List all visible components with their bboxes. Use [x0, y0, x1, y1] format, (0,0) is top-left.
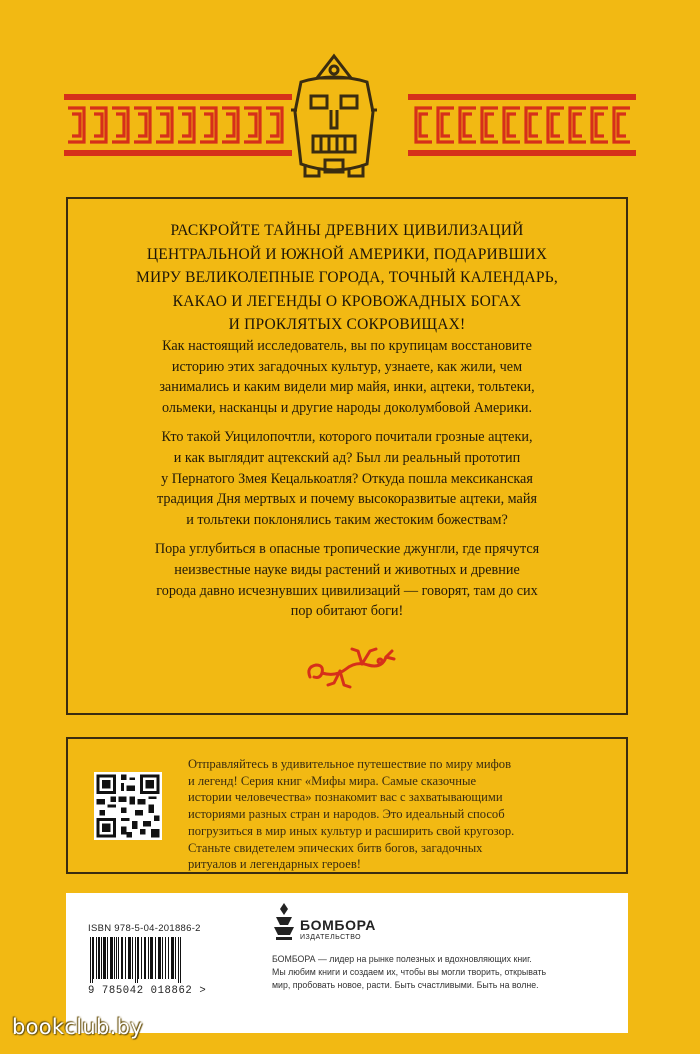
watermark: bookclub.by [12, 1015, 143, 1039]
paragraph-line: Пора углубиться в опасные тропические джунгли, где прячутся [154, 541, 540, 558]
barcode-bar [98, 937, 100, 979]
paragraph-line: ольмеки, насканцы и другие народы доколумбовой Америки. [161, 399, 533, 416]
barcode-bar [128, 937, 131, 979]
barcode-bar [92, 937, 93, 983]
barcode-bar [116, 937, 117, 979]
bombora-logo-icon [272, 901, 296, 941]
paragraph-line: неизвестные науке виды растений и животных и древние [174, 561, 520, 578]
mask-icon [287, 52, 381, 182]
paragraph-line: и как выглядит ацтекский ад? Был ли реальный прототип [173, 449, 521, 466]
headline-line: МИРУ ВЕЛИКОЛЕПНЫЕ ГОРОДА, ТОЧНЫЙ КАЛЕНДАРЬ, [136, 269, 558, 286]
series-line: и легенд! Серия книг «Мифы мира. Самые сказочные [188, 773, 477, 788]
barcode-bar [158, 937, 161, 979]
paragraph-explorer [92, 336, 602, 418]
barcode-bar [168, 937, 169, 979]
headline-line: И ПРОКЛЯТЫХ СОКРОВИЩАХ! [228, 316, 466, 333]
barcode-bar [107, 937, 108, 979]
paragraph-line: Кто такой Уицилопочтли, которого почитали грозные ацтеки, [161, 429, 533, 446]
barcode-bar [138, 937, 139, 979]
series-line: Станьте свидетелем эпических битв богов, загадочных [188, 840, 483, 855]
lizard-icon [300, 633, 400, 693]
barcode-bar [148, 937, 149, 979]
headline-line: РАСКРОЙТЕ ТАЙНЫ ДРЕВНИХ ЦИВИЛИЗАЦИЙ [170, 222, 524, 239]
publisher-name: БОМБОРА [300, 917, 376, 933]
headline-line: ЦЕНТРАЛЬНОЙ И ЮЖНОЙ АМЕРИКИ, ПОДАРИВШИХ [146, 245, 548, 263]
barcode-bar [165, 937, 166, 979]
series-line: историями разных стран и народов. Это идеальный способ [188, 807, 505, 822]
description-frame [66, 197, 628, 715]
series-info-box [66, 737, 628, 874]
series-line: Отправляйтесь в удивительное путешествие по миру мифов [188, 757, 512, 771]
barcode-bar [118, 937, 119, 979]
paragraph-line: пор обитают боги! [290, 603, 404, 620]
paragraph-line: Как настоящий исследователь, вы по крупицам восстановите [162, 338, 532, 354]
barcode-bar [178, 937, 179, 983]
paragraph-line: занимались и каким видели мир майя, инки, ацтеки, тольтеки, [159, 379, 535, 396]
paragraph-line: традиция Дня мертвых и почему высокоразвитые ацтеки, майя [157, 491, 537, 508]
publisher-line: БОМБОРА — лидер на рынке полезных и вдохновляющих книг. [272, 954, 532, 964]
barcode-bar [93, 937, 94, 979]
paragraph-line: у Пернатого Змея Кецалькоатля? Откуда пошла мексиканская [161, 470, 533, 487]
description-body [92, 336, 602, 631]
isbn-label: ISBN 978-5-04-201886-2 [88, 923, 201, 934]
left-ornament-band [64, 94, 292, 156]
barcode-bar [110, 937, 113, 979]
barcode-bar [150, 937, 153, 979]
barcode-bar [144, 937, 146, 979]
series-line: погрузиться в мир иных культур и расширить свой кругозор. [188, 823, 515, 838]
barcode-bar [90, 937, 91, 983]
paragraph-line: города давно исчезнувших цивилизаций — говорят, там до сих [156, 582, 538, 599]
publisher-line: Мы любим книги и создаем их, чтобы вы могли творить, открывать [272, 967, 547, 977]
barcode-bar [141, 937, 142, 979]
series-line: истории человечества» познакомит вас с захватывающими [188, 790, 503, 805]
publisher-subtitle: ИЗДАТЕЛЬСТВО [300, 934, 362, 941]
paragraph-questions [92, 427, 602, 530]
barcode-digits: 9 785042 018862 > [88, 985, 207, 997]
barcode-bar [175, 937, 176, 979]
barcode-bar [96, 937, 97, 979]
barcode-bar [155, 937, 156, 979]
paragraph-jungle [92, 539, 602, 621]
qr-code[interactable] [94, 772, 162, 840]
barcode-bar [101, 937, 102, 979]
barcode-bar [121, 937, 123, 979]
paragraph-line: и тольтеки поклонялись таким жестоким божествам? [186, 511, 508, 528]
publisher-line: мир, пробовать новое, расти. Быть счастливыми. Быть на волне. [272, 980, 539, 990]
barcode-bar [132, 937, 133, 979]
paragraph-line: историю этих загадочных культур, узнаете, как жили, чем [171, 358, 523, 375]
barcode-bar [171, 937, 174, 979]
barcode-bar [103, 937, 106, 979]
barcode-bar [137, 937, 138, 983]
barcode-bar [114, 937, 115, 979]
series-line: ритуалов и легендарных героев! [188, 857, 361, 872]
barcode-bar [125, 937, 126, 979]
barcode-strip [66, 893, 628, 1033]
barcode-bar [180, 937, 181, 983]
series-description [188, 756, 618, 873]
barcode [88, 937, 228, 983]
right-ornament-band [408, 94, 636, 156]
headline-line: КАКАО И ЛЕГЕНДЫ О КРОВОЖАДНЫХ БОГАХ [172, 292, 522, 310]
barcode-bar [135, 937, 136, 983]
headline [68, 219, 626, 337]
publisher-description [272, 953, 612, 992]
barcode-bar [162, 937, 163, 979]
